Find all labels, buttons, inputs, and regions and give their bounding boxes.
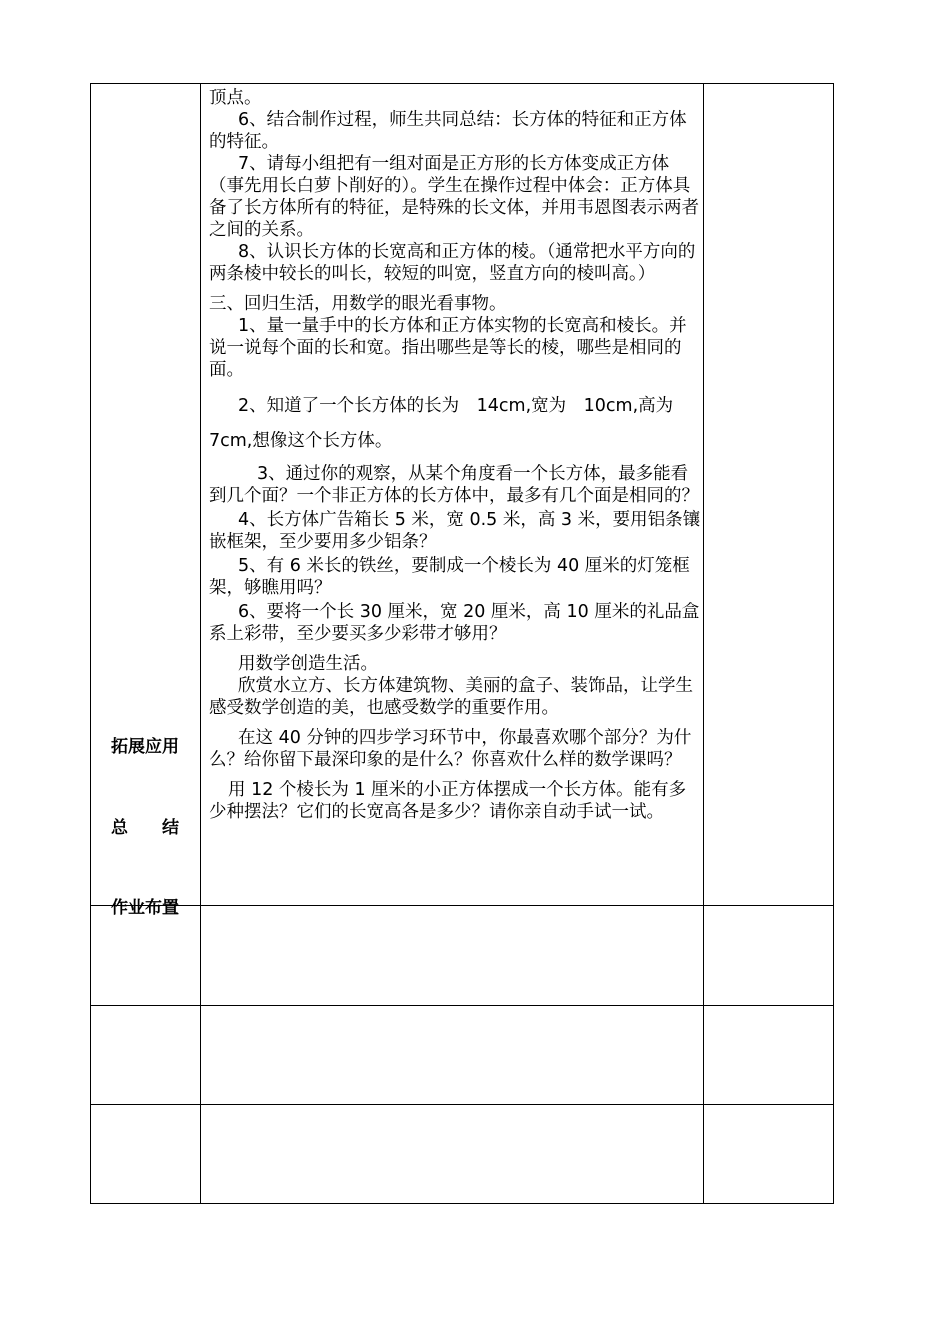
table-divider-1 xyxy=(200,83,201,1204)
para-lantern: 5、有 6 米长的铁丝，要制成一个棱长为 40 厘米的灯笼框架，够瞧用吗？ xyxy=(209,556,690,598)
para-gift-box: 6、要将一个长 30 厘米，宽 20 厘米，高 10 厘米的礼品盒系上彩带，至少要买多少彩带才够用？ xyxy=(209,602,700,644)
para-appreciate: 欣赏水立方、长方体建筑物、美丽的盒子、装饰品，让学生感受数学创造的美，也感受数学的重要作用。 xyxy=(209,676,693,718)
table-border-bottom xyxy=(90,1203,834,1204)
para-cube-transform: 7、请每小组把有一组对面是正方形的长方体变成正方体（事先用长白萝卜削好的）。学生在操作过程中体会：正方体具备了长方体所有的特征，是特殊的长文体，并用韦恩图表示两者之间的关系。 xyxy=(209,154,699,240)
row-line-3 xyxy=(90,1104,834,1105)
table-border-right xyxy=(833,83,834,1204)
para-observe: 3、通过你的观察，从某个角度看一个长方体，最多能看到几个面？一个非正方体的长方体中，最多有几个面是相同的？ xyxy=(209,464,699,506)
para-vertex: 顶点。 xyxy=(209,88,262,108)
para-section-three: 三、回归生活，用数学的眼光看事物。 xyxy=(209,294,507,314)
para-imagine: 2、知道了一个长方体的长为 14cm,宽为 10cm,高为7cm,想像这个长方体。 xyxy=(209,396,674,451)
label-homework: 作业布置 xyxy=(111,898,179,918)
table-border-left xyxy=(90,83,91,1204)
para-measure: 1、量一量手中的长方体和正方体实物的长宽高和棱长。并说一说每个面的长和宽。指出哪些是等长的棱，哪些是相同的面。 xyxy=(209,316,687,380)
row-line-2 xyxy=(90,1005,834,1006)
para-create-life: 用数学创造生活。 xyxy=(238,654,378,674)
para-ad-box: 4、长方体广告箱长 5 米，宽 0.5 米，高 3 米，要用铝条镶嵌框架，至少要用多少铝条？ xyxy=(209,510,701,552)
table-border-top xyxy=(90,83,834,84)
label-expand: 拓展应用 xyxy=(111,737,179,757)
row-line-1 xyxy=(90,905,834,906)
para-summary-features: 6、结合制作过程，师生共同总结：长方体的特征和正方体的特征。 xyxy=(209,110,687,152)
para-homework: 用 12 个棱长为 1 厘米的小正方体摆成一个长方体。能有多少种摆法？它们的长宽高各是多少？请你亲自动手试一试。 xyxy=(209,780,687,822)
lesson-content xyxy=(209,87,701,823)
label-summary: 总 结 xyxy=(111,818,179,838)
para-edges: 8、认识长方体的长宽高和正方体的棱。（通常把水平方向的两条棱中较长的叫长，较短的叫宽，竖直方向的棱叫高。） xyxy=(209,242,696,284)
para-reflection: 在这 40 分钟的四步学习环节中，你最喜欢哪个部分？为什么？给你留下最深印象的是什么？你喜欢什么样的数学课吗？ xyxy=(209,728,692,770)
table-divider-2 xyxy=(703,83,704,1204)
